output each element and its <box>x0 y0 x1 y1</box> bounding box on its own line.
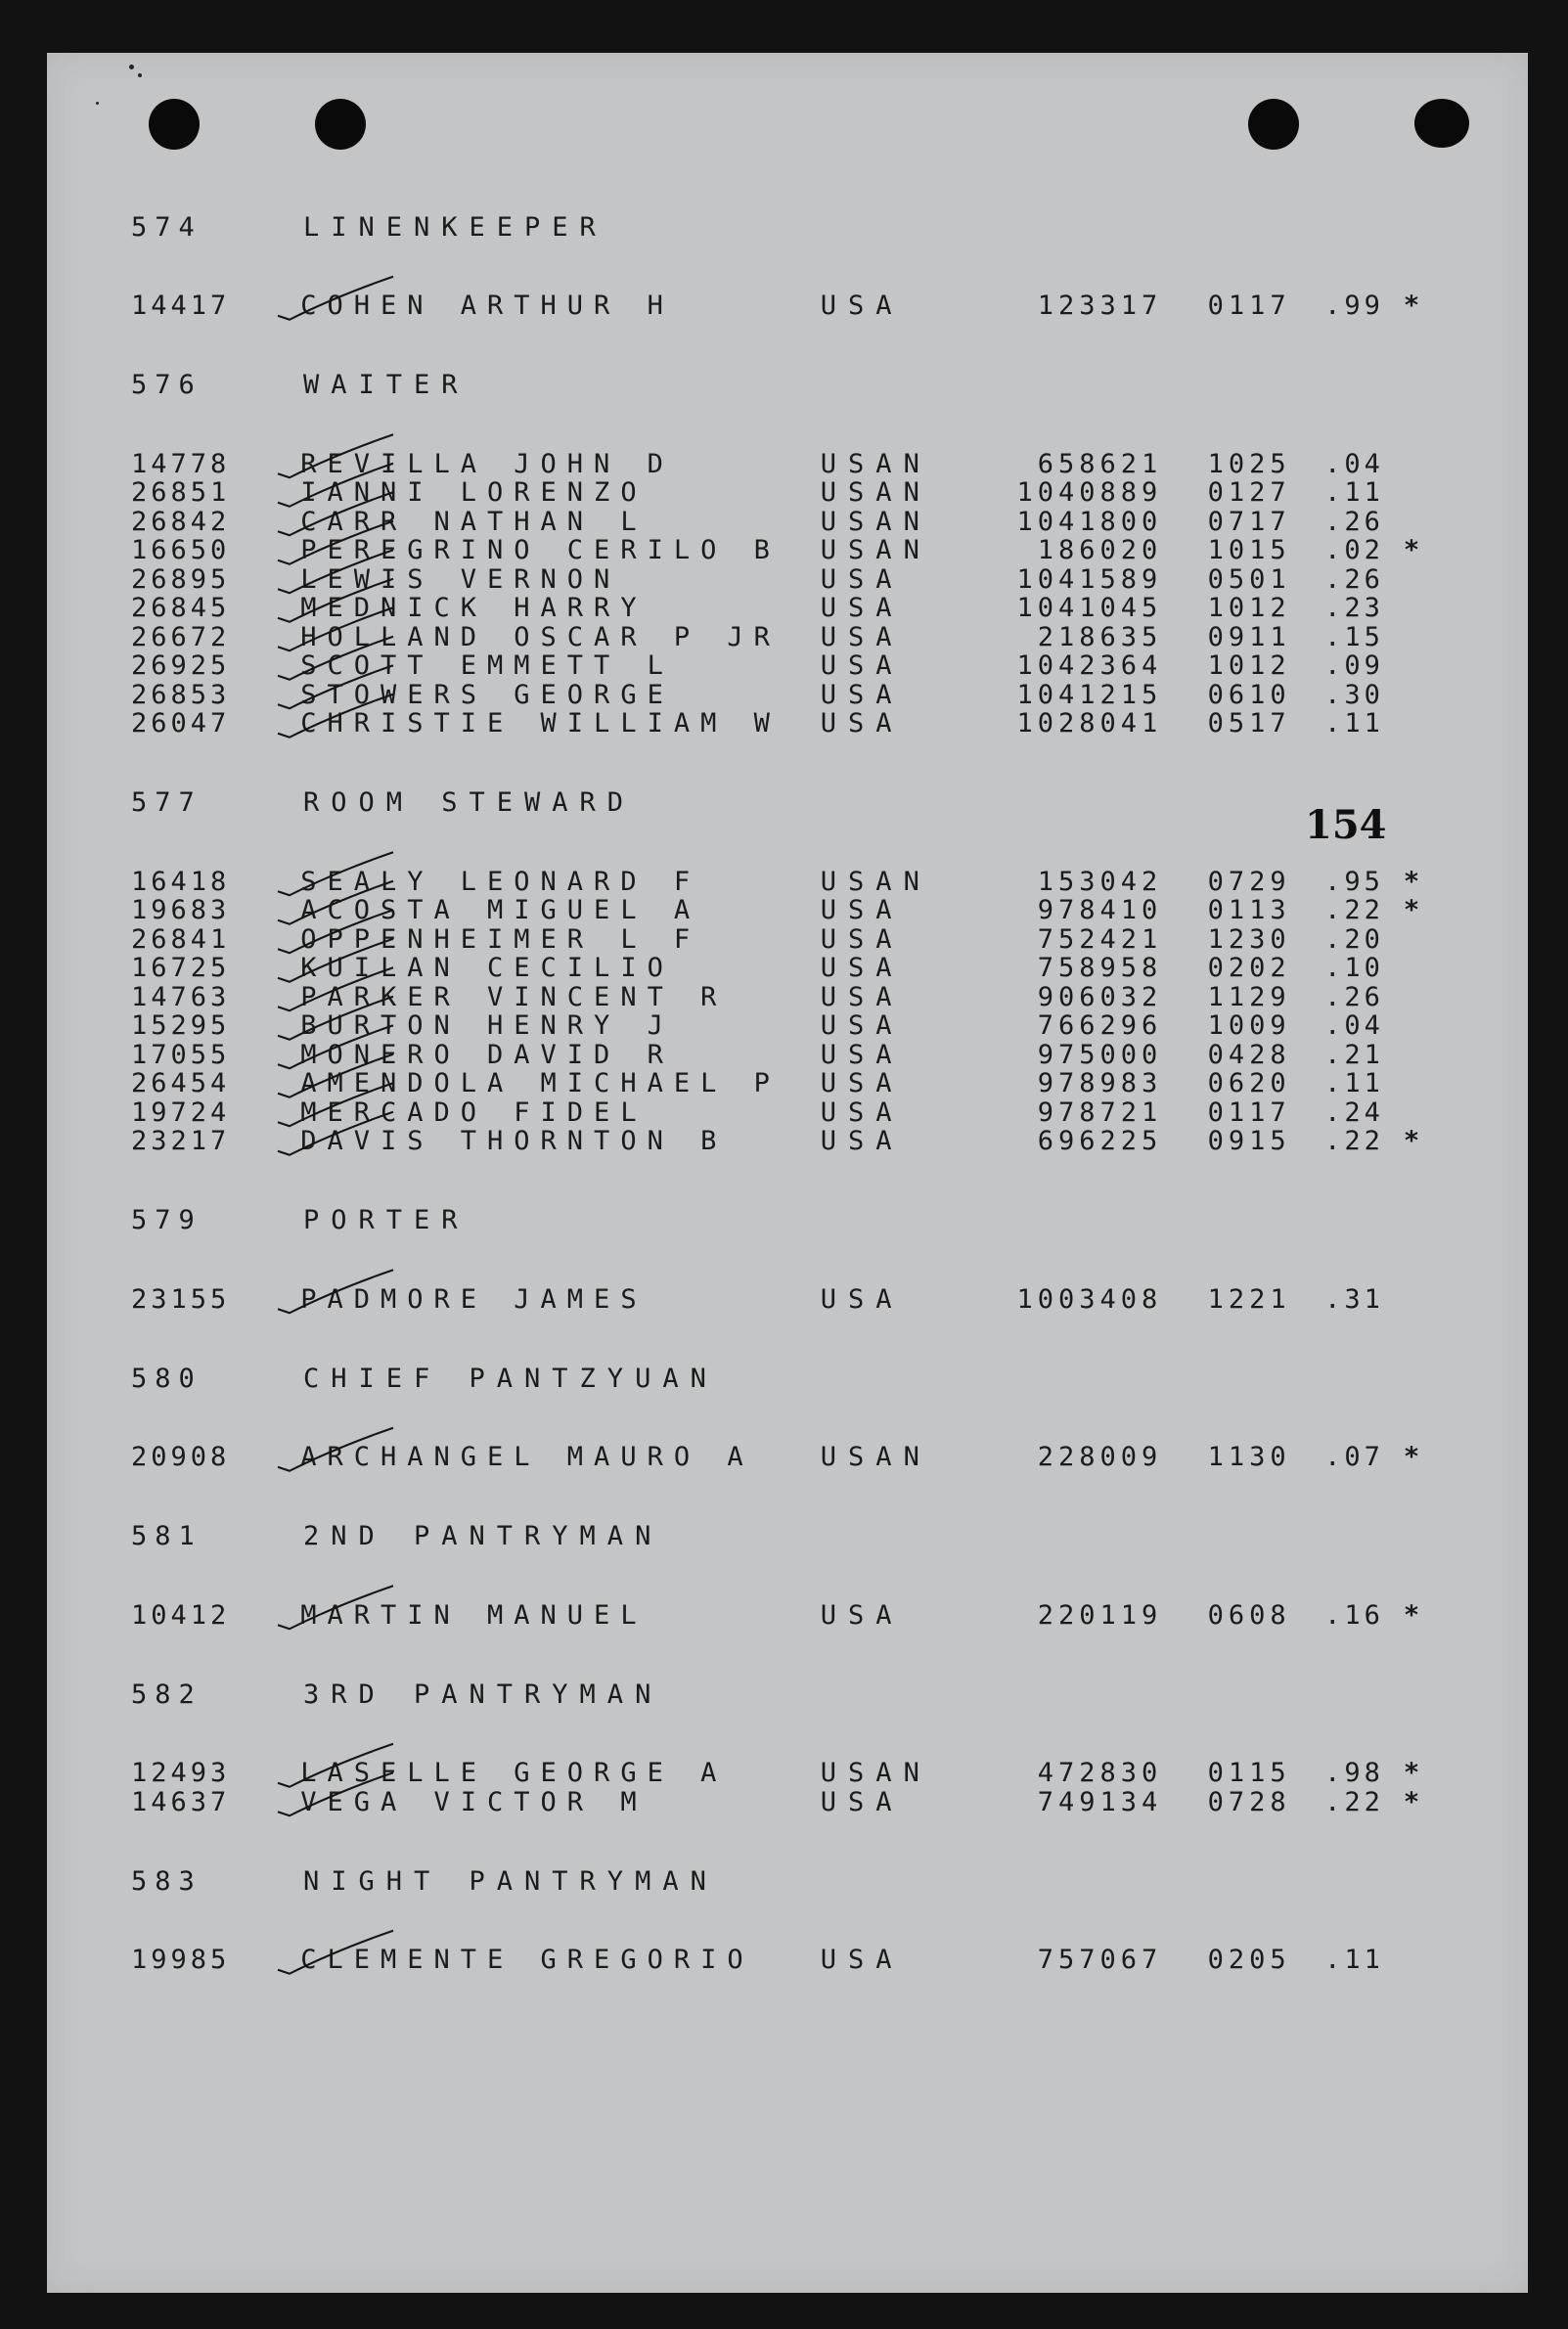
date-code: 1012 <box>1207 650 1291 682</box>
crew-id: 16725 <box>131 953 231 984</box>
crew-row <box>131 1601 1442 1631</box>
document-number: 220119 <box>1037 1599 1163 1631</box>
crew-id: 20908 <box>131 1442 231 1473</box>
date-code: 0915 <box>1207 1126 1291 1157</box>
date-code: 0205 <box>1207 1945 1291 1976</box>
citizenship: USA <box>820 953 904 984</box>
rate-value: .23 <box>1324 593 1384 624</box>
section-title: 3RD PANTRYMAN <box>303 1679 663 1710</box>
rate-value: .26 <box>1324 981 1384 1012</box>
crew-name: MERCADO FIDEL <box>300 1097 648 1128</box>
section-header <box>131 782 1442 825</box>
date-code: 0202 <box>1207 953 1291 984</box>
citizenship: USA <box>820 650 904 682</box>
crew-row <box>131 1011 1442 1041</box>
rate-value: .99 <box>1324 291 1384 322</box>
date-code: 1129 <box>1207 981 1291 1012</box>
document-number: 1041800 <box>1016 506 1163 537</box>
crew-name: COHEN ARTHUR H <box>300 291 674 322</box>
document-number: 1041589 <box>1016 563 1163 595</box>
crew-name: PEREGRINO CERILO B <box>300 535 781 566</box>
crew-name: CLEMENTE GREGORIO <box>300 1945 754 1976</box>
crew-name: KUILAN CECILIO <box>300 953 674 984</box>
section-code: 579 <box>131 1205 202 1235</box>
crew-row <box>131 450 1442 479</box>
rate-value: .31 <box>1324 1283 1384 1315</box>
section-header <box>131 1515 1442 1558</box>
date-code: 0717 <box>1207 506 1291 537</box>
date-code: 0620 <box>1207 1068 1291 1099</box>
rate-value: .21 <box>1324 1039 1384 1070</box>
date-code: 0117 <box>1207 1097 1291 1128</box>
date-code: 0517 <box>1207 708 1291 739</box>
crew-row <box>131 1069 1442 1098</box>
document-number: 1041215 <box>1016 679 1163 710</box>
date-code: 1221 <box>1207 1283 1291 1315</box>
asterisk-mark: * <box>1403 1599 1423 1631</box>
crew-id: 26454 <box>131 1068 231 1099</box>
crew-id: 17055 <box>131 1039 231 1070</box>
document-number: 228009 <box>1037 1442 1163 1473</box>
crew-row <box>131 651 1442 681</box>
date-code: 0610 <box>1207 679 1291 710</box>
section-header <box>131 205 1442 248</box>
crew-name: MEDNICK HARRY <box>300 593 648 624</box>
asterisk-mark: * <box>1403 895 1423 926</box>
citizenship: USA <box>820 563 904 595</box>
document-number: 978983 <box>1037 1068 1163 1099</box>
asterisk-mark: * <box>1403 1126 1423 1157</box>
document-number: 758958 <box>1037 953 1163 984</box>
crew-row <box>131 291 1442 321</box>
crew-name: LEWIS VERNON <box>300 563 621 595</box>
crew-id: 14417 <box>131 291 231 322</box>
citizenship: USAN <box>820 866 931 897</box>
section-title: NIGHT PANTRYMAN <box>303 1865 718 1897</box>
asterisk-mark: * <box>1403 291 1423 322</box>
crew-row <box>131 478 1442 508</box>
crew-id: 26845 <box>131 593 231 624</box>
citizenship: USA <box>820 593 904 624</box>
section-title: ROOM STEWARD <box>303 787 636 818</box>
crew-id: 26047 <box>131 708 231 739</box>
crew-name: ACOSTA MIGUEL A <box>300 895 701 926</box>
crew-row <box>131 709 1442 739</box>
crew-row <box>131 896 1442 925</box>
citizenship: USA <box>820 1599 904 1631</box>
crew-id: 16650 <box>131 535 231 566</box>
crew-name: PADMORE JAMES <box>300 1283 648 1315</box>
rate-value: .04 <box>1324 448 1384 479</box>
rate-value: .24 <box>1324 1097 1384 1128</box>
rate-value: .22 <box>1324 1126 1384 1157</box>
crew-name: SEALY LEONARD F <box>300 866 701 897</box>
citizenship: USAN <box>820 506 931 537</box>
crew-row <box>131 1759 1442 1788</box>
rate-value: .22 <box>1324 895 1384 926</box>
date-code: 0113 <box>1207 895 1291 926</box>
crew-id: 26851 <box>131 477 231 509</box>
crew-name: OPPENHEIMER L F <box>300 923 701 955</box>
citizenship: USAN <box>820 1758 931 1789</box>
asterisk-mark: * <box>1403 1442 1423 1473</box>
crew-row <box>131 1443 1442 1472</box>
crew-row <box>131 983 1442 1012</box>
crew-id: 26925 <box>131 650 231 682</box>
dust-speck <box>96 102 99 105</box>
citizenship: USA <box>820 291 904 322</box>
crew-id: 14778 <box>131 448 231 479</box>
citizenship: USA <box>820 708 904 739</box>
document-number: 975000 <box>1037 1039 1163 1070</box>
crew-id: 23155 <box>131 1283 231 1315</box>
crew-name: CHRISTIE WILLIAM W <box>300 708 781 739</box>
rate-value: .26 <box>1324 506 1384 537</box>
date-code: 1230 <box>1207 923 1291 955</box>
punch-hole-left-2 <box>315 99 366 150</box>
crew-name: SCOTT EMMETT L <box>300 650 674 682</box>
crew-row <box>131 508 1442 537</box>
page-number: 154 <box>1305 802 1387 848</box>
rate-value: .07 <box>1324 1442 1384 1473</box>
citizenship: USAN <box>820 535 931 566</box>
date-code: 1015 <box>1207 535 1291 566</box>
section-code: 580 <box>131 1363 202 1394</box>
citizenship: USA <box>820 1068 904 1099</box>
rate-value: .98 <box>1324 1758 1384 1789</box>
crew-row <box>131 1041 1442 1070</box>
dust-speck <box>129 65 134 69</box>
crew-row <box>131 1946 1442 1975</box>
date-code: 0729 <box>1207 866 1291 897</box>
section-header <box>131 1673 1442 1716</box>
citizenship: USA <box>820 679 904 710</box>
crew-row <box>131 925 1442 955</box>
date-code: 0117 <box>1207 291 1291 322</box>
crew-id: 19683 <box>131 895 231 926</box>
date-code: 1130 <box>1207 1442 1291 1473</box>
section-header <box>131 1357 1442 1400</box>
crew-name: VEGA VICTOR M <box>300 1786 648 1817</box>
crew-id: 10412 <box>131 1599 231 1631</box>
date-code: 0608 <box>1207 1599 1291 1631</box>
crew-row <box>131 623 1442 652</box>
document-number: 752421 <box>1037 923 1163 955</box>
rate-value: .22 <box>1324 1786 1384 1817</box>
crew-id: 26842 <box>131 506 231 537</box>
crew-name: AMENDOLA MICHAEL P <box>300 1068 781 1099</box>
section-title: PORTER <box>303 1205 470 1235</box>
citizenship: USA <box>820 1283 904 1315</box>
document-number: 153042 <box>1037 866 1163 897</box>
crew-name: MONERO DAVID R <box>300 1039 674 1070</box>
crew-row <box>131 1285 1442 1315</box>
citizenship: USA <box>820 981 904 1012</box>
crew-row <box>131 681 1442 710</box>
rate-value: .11 <box>1324 477 1384 509</box>
rate-value: .11 <box>1324 1945 1384 1976</box>
citizenship: USA <box>820 1097 904 1128</box>
rate-value: .26 <box>1324 563 1384 595</box>
document-number: 658621 <box>1037 448 1163 479</box>
date-code: 1012 <box>1207 593 1291 624</box>
crew-name: MARTIN MANUEL <box>300 1599 648 1631</box>
crew-row <box>131 594 1442 623</box>
section-code: 577 <box>131 787 202 818</box>
citizenship: USA <box>820 1945 904 1976</box>
section-title: LINENKEEPER <box>303 211 607 243</box>
date-code: 0501 <box>1207 563 1291 595</box>
crew-name: DAVIS THORNTON B <box>300 1126 728 1157</box>
crew-name: STOWERS GEORGE <box>300 679 674 710</box>
citizenship: USAN <box>820 477 931 509</box>
section-code: 581 <box>131 1521 202 1551</box>
document-number: 978721 <box>1037 1097 1163 1128</box>
crew-id: 15295 <box>131 1010 231 1042</box>
crew-row <box>131 954 1442 983</box>
date-code: 0115 <box>1207 1758 1291 1789</box>
manifest-list <box>131 205 1442 1975</box>
punch-hole-left-1 <box>149 99 200 150</box>
rate-value: .10 <box>1324 953 1384 984</box>
crew-id: 16418 <box>131 866 231 897</box>
crew-id: 19985 <box>131 1945 231 1976</box>
rate-value: .20 <box>1324 923 1384 955</box>
date-code: 0728 <box>1207 1786 1291 1817</box>
section-header <box>131 1199 1442 1242</box>
citizenship: USA <box>820 923 904 955</box>
dust-speck <box>138 73 142 77</box>
document-number: 1040889 <box>1016 477 1163 509</box>
crew-id: 23217 <box>131 1126 231 1157</box>
crew-row <box>131 1098 1442 1128</box>
date-code: 0428 <box>1207 1039 1291 1070</box>
date-code: 1009 <box>1207 1010 1291 1042</box>
rate-value: .95 <box>1324 866 1384 897</box>
rate-value: .30 <box>1324 679 1384 710</box>
asterisk-mark: * <box>1403 866 1423 897</box>
crew-name: HOLLAND OSCAR P JR <box>300 621 781 652</box>
crew-id: 26853 <box>131 679 231 710</box>
document-number: 472830 <box>1037 1758 1163 1789</box>
crew-name: BURTON HENRY J <box>300 1010 674 1042</box>
rate-value: .11 <box>1324 708 1384 739</box>
citizenship: USA <box>820 1126 904 1157</box>
section-header <box>131 1859 1442 1903</box>
document-number: 749134 <box>1037 1786 1163 1817</box>
crew-row <box>131 536 1442 565</box>
document-number: 978410 <box>1037 895 1163 926</box>
crew-row <box>131 565 1442 595</box>
section-code: 576 <box>131 370 202 400</box>
citizenship: USA <box>820 895 904 926</box>
document-number: 757067 <box>1037 1945 1163 1976</box>
document-number: 186020 <box>1037 535 1163 566</box>
date-code: 1025 <box>1207 448 1291 479</box>
section-code: 583 <box>131 1865 202 1897</box>
citizenship: USA <box>820 1010 904 1042</box>
section-code: 582 <box>131 1679 202 1710</box>
crew-name: CARR NATHAN L <box>300 506 648 537</box>
rate-value: .15 <box>1324 621 1384 652</box>
document-number: 123317 <box>1037 291 1163 322</box>
date-code: 0911 <box>1207 621 1291 652</box>
citizenship: USA <box>820 621 904 652</box>
document-number: 218635 <box>1037 621 1163 652</box>
document-number: 1042364 <box>1016 650 1163 682</box>
document-number: 1041045 <box>1016 593 1163 624</box>
document-number: 766296 <box>1037 1010 1163 1042</box>
crew-row <box>131 1788 1442 1817</box>
punch-hole-right-2 <box>1414 99 1469 148</box>
rate-value: .02 <box>1324 535 1384 566</box>
document-number: 1028041 <box>1016 708 1163 739</box>
document-number: 696225 <box>1037 1126 1163 1157</box>
citizenship: USA <box>820 1786 904 1817</box>
crew-id: 26841 <box>131 923 231 955</box>
section-header <box>131 364 1442 407</box>
punch-hole-right-1 <box>1248 99 1299 150</box>
asterisk-mark: * <box>1403 1758 1423 1789</box>
crew-name: ARCHANGEL MAURO A <box>300 1442 754 1473</box>
citizenship: USA <box>820 1039 904 1070</box>
crew-id: 19724 <box>131 1097 231 1128</box>
crew-row <box>131 868 1442 897</box>
crew-id: 26672 <box>131 621 231 652</box>
crew-id: 14763 <box>131 981 231 1012</box>
citizenship: USAN <box>820 1442 931 1473</box>
crew-name: IANNI LORENZO <box>300 477 648 509</box>
asterisk-mark: * <box>1403 535 1423 566</box>
crew-id: 14637 <box>131 1786 231 1817</box>
crew-name: REVILLA JOHN D <box>300 448 674 479</box>
rate-value: .16 <box>1324 1599 1384 1631</box>
asterisk-mark: * <box>1403 1786 1423 1817</box>
crew-name: PARKER VINCENT R <box>300 981 728 1012</box>
document-number: 1003408 <box>1016 1283 1163 1315</box>
date-code: 0127 <box>1207 477 1291 509</box>
crew-row <box>131 1127 1442 1156</box>
section-title: CHIEF PANTZYUAN <box>303 1363 718 1394</box>
citizenship: USAN <box>820 448 931 479</box>
section-title: 2ND PANTRYMAN <box>303 1521 663 1551</box>
rate-value: .11 <box>1324 1068 1384 1099</box>
section-code: 574 <box>131 211 202 243</box>
document-number: 906032 <box>1037 981 1163 1012</box>
crew-id: 12493 <box>131 1758 231 1789</box>
section-title: WAITER <box>303 370 470 400</box>
rate-value: .04 <box>1324 1010 1384 1042</box>
crew-id: 26895 <box>131 563 231 595</box>
rate-value: .09 <box>1324 650 1384 682</box>
crew-name: LASELLE GEORGE A <box>300 1758 728 1789</box>
